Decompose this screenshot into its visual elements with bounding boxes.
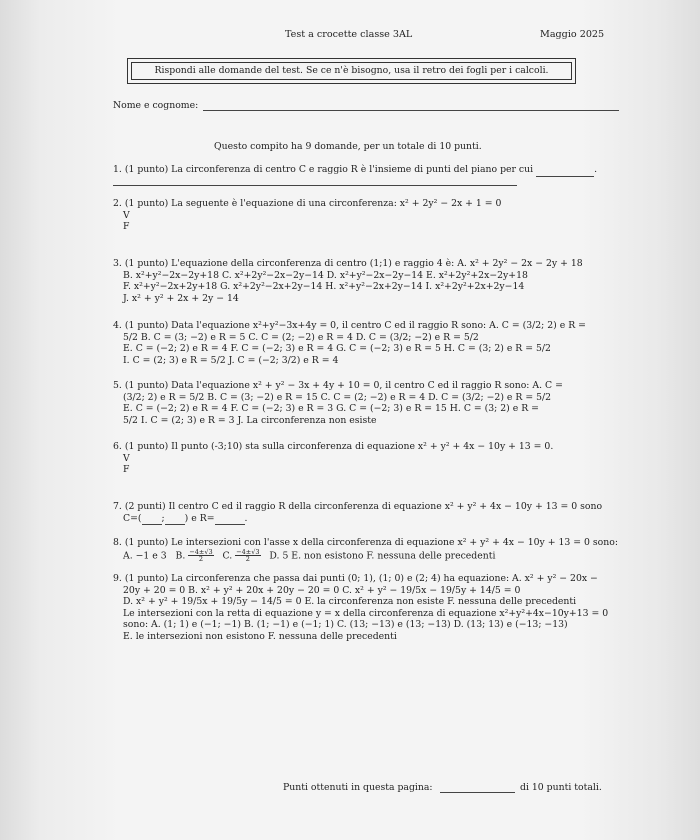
- question-9-line-1: (1 punto) La circonferenza che passa dai punti (0; 1), (1; 0) e (2; 4) ha equazione: A. x² + y² − 20x −: [124, 573, 598, 584]
- question-9-number: 9.: [113, 573, 122, 584]
- question-7-text: (2 punti) Il centro C ed il raggio R della circonferenza di equazione x² + y² + 4x − 10y + 13 = 0 sono: [124, 501, 603, 512]
- question-5-line-4: 5/2 I. C = (2; 3) e R = 3 J. La circonferenza non esiste: [123, 414, 377, 426]
- question-4-line-3: E. C = (−2; 2) e R = 4 F. C = (−2; 3) e R = 4 G. C = (−2; 3) e R = 5 H. C = (3; 2) e R = 5/2: [123, 343, 551, 355]
- question-1: [113, 164, 613, 177]
- question-6-text: (1 punto) Il punto (-3;10) sta sulla circonferenza di equazione x² + y² + 4x − 10y + 13 = 0.: [124, 441, 554, 452]
- question-1-text: (1 punto) La circonferenza di centro C e raggio R è l'insieme di punti del piano per cui: [124, 164, 534, 175]
- question-2-text: (1 punto) La seguente è l'equazione di una circonferenza: x² + 2y² − 2x + 1 = 0: [124, 198, 502, 209]
- question-9-line-2: 20y + 20 = 0 B. x² + y² + 20x + 20y − 20 = 0 C. x² + y² − 19/5x − 19/5y + 14/5 = 0: [123, 584, 521, 596]
- question-6-number: 6.: [113, 441, 122, 452]
- question-3-number: 3.: [113, 258, 122, 269]
- question-6-option-false[interactable]: F: [123, 464, 130, 476]
- question-8-option-c-numerator: −4±√3: [236, 547, 260, 556]
- question-3-line-1: (1 punto) L'equazione della circonferenza di centro (1;1) e raggio 4 è: A. x² + 2y² − 2x − 2y + 18: [124, 258, 583, 269]
- question-4-line-4: I. C = (2; 3) e R = 5/2 J. C = (−2; 3/2) e R = 4: [123, 354, 339, 366]
- question-5-line-3: E. C = (−2; 2) e R = 4 F. C = (−2; 3) e R = 3 G. C = (−2; 3) e R = 15 H. C = (3; 2) e R =: [123, 403, 539, 415]
- question-3: [113, 258, 613, 304]
- intro-text: Questo compito ha 9 domande, per un totale di 10 punti.: [214, 141, 482, 152]
- question-8-option-b-numerator: −4±√3: [189, 547, 213, 556]
- question-8-option-a[interactable]: A. −1 e 3: [123, 550, 167, 562]
- question-5-number: 5.: [113, 380, 122, 391]
- question-7-number: 7.: [113, 501, 122, 512]
- footer-score-total: di 10 punti totali.: [520, 782, 602, 793]
- question-7-center-x-blank[interactable]: [142, 513, 162, 526]
- question-7-end: .: [244, 512, 248, 524]
- question-2-number: 2.: [113, 198, 122, 209]
- question-2-option-false[interactable]: F: [123, 221, 130, 233]
- question-1-end: .: [594, 164, 598, 175]
- question-8-options-rest[interactable]: D. 5 E. non esistono F. nessuna delle precedenti: [269, 550, 496, 562]
- question-8-option-c-denominator: 2: [245, 555, 250, 564]
- question-1-answer-line[interactable]: [113, 185, 517, 186]
- instructions-text: Rispondi alle domande del test. Se ce n'è bisogno, usa il retro dei fogli per i calcoli.: [131, 62, 572, 80]
- question-4-line-1: (1 punto) Data l'equazione x²+y²−3x+4y = 0, il centro C ed il raggio R sono: A. C = (3/2; 2) e R =: [124, 320, 586, 331]
- question-3-line-3: F. x²+y²−2x+2y+18 G. x²+2y²−2x+2y−14 H. x²+y²−2x+2y−14 I. x²+2y²+2x+2y−14: [123, 281, 525, 293]
- question-4: [113, 320, 613, 366]
- question-3-line-2: B. x²+y²−2x−2y+18 C. x²+2y²−2x−2y−14 D. x²+y²−2x−2y−14 E. x²+2y²+2x−2y+18: [123, 269, 528, 281]
- question-7: [113, 501, 613, 525]
- question-7-center-label: C=(: [123, 512, 142, 524]
- question-8-option-c-label[interactable]: C.: [222, 550, 233, 562]
- question-9: [113, 573, 613, 643]
- question-8-option-b-fraction: [188, 549, 213, 563]
- footer-score-label: Punti ottenuti in questa pagina:: [283, 782, 433, 793]
- question-7-radius-blank[interactable]: [215, 513, 245, 526]
- question-7-separator: ;: [161, 512, 165, 524]
- question-8-text: (1 punto) Le intersezioni con l'asse x della circonferenza di equazione x² + y² + 4x − 10y + 13 = 0 sono:: [124, 537, 618, 548]
- question-9-line-6: E. le intersezioni non esistono F. nessuna delle precedenti: [123, 630, 397, 642]
- question-9-line-5: sono: A. (1; 1) e (−1; −1) B. (1; −1) e (−1; 1) C. (13; −13) e (13; −13) D. (13; 13) e (−13; −13): [123, 619, 568, 631]
- question-3-line-4: J. x² + y² + 2x + 2y − 14: [123, 292, 239, 304]
- question-8-option-b-denominator: 2: [198, 555, 204, 564]
- question-1-number: 1.: [113, 164, 122, 175]
- question-5-line-1: (1 punto) Data l'equazione x² + y² − 3x + 4y + 10 = 0, il centro C ed il raggio R sono: A. C =: [124, 380, 563, 391]
- question-8-option-c-fraction: [235, 549, 260, 563]
- question-1-blank[interactable]: [536, 164, 594, 177]
- question-9-line-3: D. x² + y² + 19/5x + 19/5y − 14/5 = 0 E. la circonferenza non esiste F. nessuna delle precedenti: [123, 596, 577, 608]
- question-7-radius-label: ) e R=: [184, 512, 215, 524]
- question-4-line-2: 5/2 B. C = (3; −2) e R = 5 C. C = (2; −2) e R = 4 D. C = (3/2; −2) e R = 5/2: [123, 331, 479, 343]
- question-6-option-true[interactable]: V: [123, 452, 130, 464]
- question-5: [113, 380, 613, 426]
- question-2: [113, 198, 613, 233]
- question-9-line-4: Le intersezioni con la retta di equazione y = x della circonferenza di equazione x²+y²+4x−10y+13 = 0: [123, 607, 609, 619]
- instructions-box: [127, 58, 576, 84]
- name-label: Nome e cognome:: [113, 100, 199, 111]
- question-5-line-2: (3/2; 2) e R = 5/2 B. C = (3; −2) e R = 15 C. C = (2; −2) e R = 4 D. C = (3/2; −2) e R = 5/2: [123, 391, 552, 403]
- question-6: [113, 441, 613, 476]
- question-2-option-true[interactable]: V: [123, 209, 130, 221]
- test-date: Maggio 2025: [540, 29, 605, 40]
- name-answer-line[interactable]: [203, 110, 619, 111]
- question-8: [113, 537, 618, 564]
- test-title: Test a crocette classe 3AL: [285, 29, 413, 40]
- question-8-option-b-label[interactable]: B.: [175, 550, 186, 562]
- footer-score-line[interactable]: [440, 792, 515, 793]
- question-4-number: 4.: [113, 320, 122, 331]
- question-7-center-y-blank[interactable]: [165, 513, 185, 526]
- question-8-number: 8.: [113, 537, 122, 548]
